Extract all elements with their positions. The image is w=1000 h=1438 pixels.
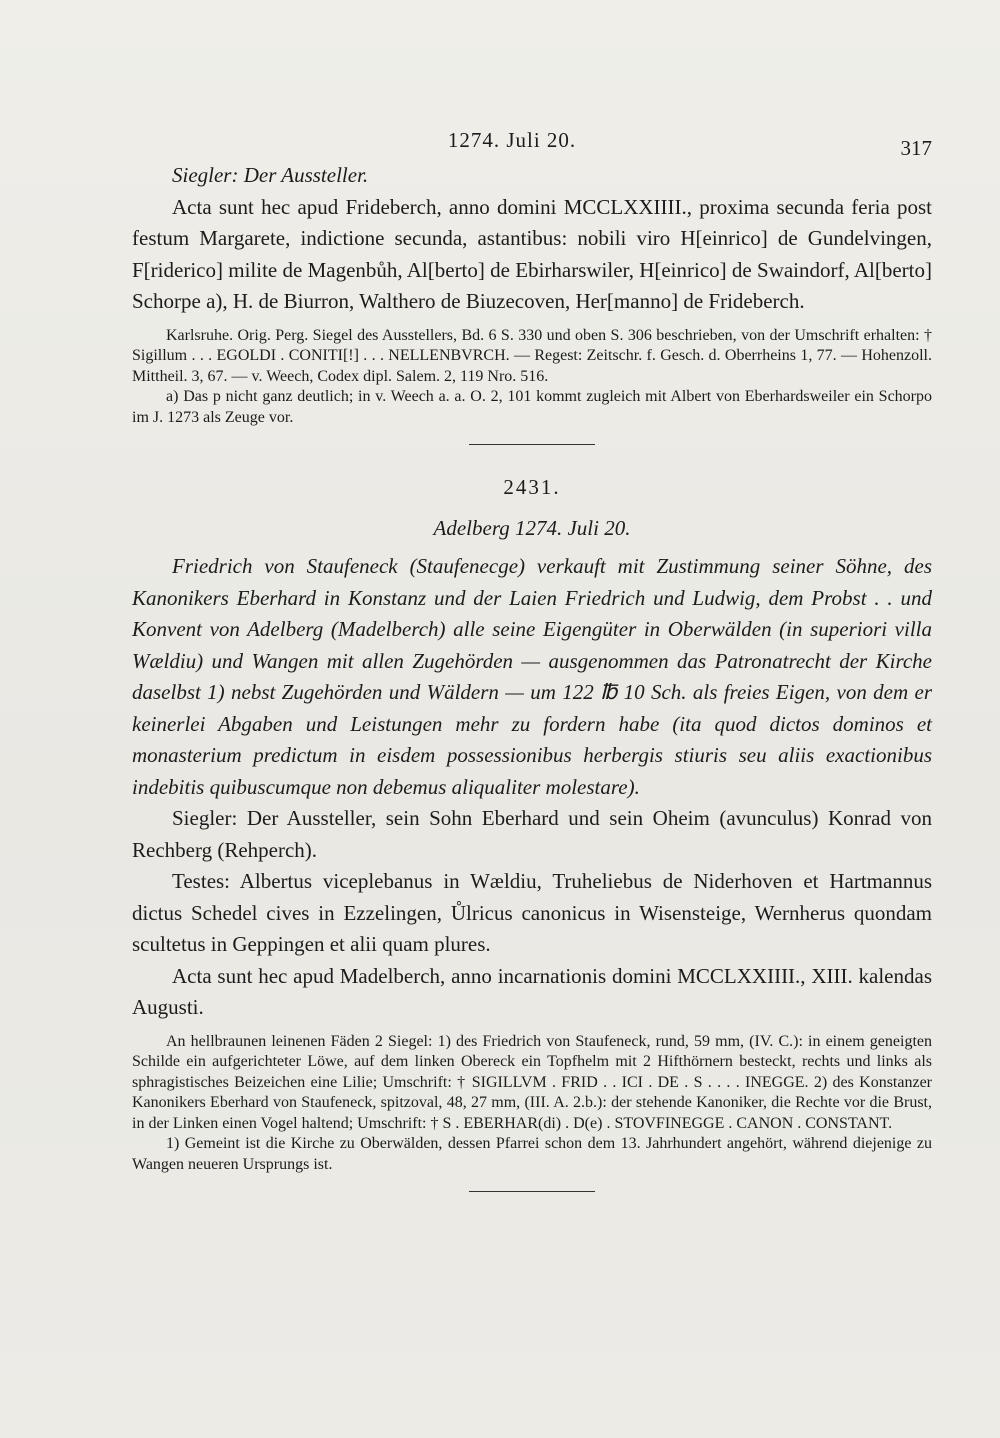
testes-paragraph: Testes: Albertus viceplebanus in Wældiu, Truheliebus de Niderhoven et Hartmannus dictus Schedel cives in Ezzelingen, Ůlricus canonicus in Wisensteige, Wernherus quondam scultetus in Geppingen et alii quam plures. [132,869,932,956]
footnote-a: a) Das p nicht ganz deutlich; in v. Weech a. a. O. 2, 101 kommt zugleich mit Albert von Eberhardsweiler ein Schorpo im J. 1273 als Zeuge vor. [132,388,932,426]
page-header [132,0,932,160]
document-body [132,551,932,1024]
siegler-paragraph: Siegler: Der Aussteller, sein Sohn Eberhard und sein Oheim (avunculus) Konrad von Rechberg (Rehperch). [132,806,932,862]
regest-paragraph: Friedrich von Staufeneck (Staufenecge) verkauft mit Zustimmung seiner Söhne, des Kanonikers Eberhard in Konstanz und der Laien Friedrich und Ludwig, dem Probst . . und Konvent von Adelberg (Madelberch) alle seine Eigengüter in Oberwälden (in superiori villa Wældiu) und Wangen mit allen Zugehörden — ausgenommen das Patronatrecht der Kirche daselbst 1) nebst Zugehörden und Wäldern — um 122 ℔ 10 Sch. als freies Eigen, von dem er keinerlei Abgaben und Leistungen mehr zu fordern habe (ita quod dictos dominos et monasterium predictum in eisdem possessionibus herbergis stiuris seu aliis exactionibus indebitis quibuscumque non debemus aliqualiter molestare). [132,554,932,799]
seal-note: An hellbraunen leinenen Fäden 2 Siegel: 1) des Friedrich von Staufeneck, rund, 59 mm, (IV. C.): in einem geneigten Schilde ein aufgerichteter Löwe, auf dem linken Obereck ein Topfhelm mit 2 Hifthörnern besteckt, rechts und links als sphragistisches Beizeichen eine Lilie; Umschrift: † SIGILLVM . FRID . . ICI . DE . S . . . . INEGGE. 2) des Konstanzer Kanonikers Eberhard von Staufeneck, spitzoval, 48, 27 mm, (III. A. 2.b.): der stehende Kanoniker, die Rechte vor die Brust, in der Linken einen Vogel haltend; Umschrift: † S . EBERHAR(di) . D(e) . STOVFINEGGE . CANON . CONSTANT. [132,1032,932,1132]
running-head: 1274. Juli 20. [447,128,577,152]
footnote-1: 1) Gemeint ist die Kirche zu Oberwälden, dessen Pfarrei schon dem 13. Jahrhundert angehört, während diejenige zu Wangen neueren Ursprungs ist. [132,1135,932,1173]
document-place-date: Adelberg 1274. Juli 20. [433,516,631,540]
document-number: 2431. [503,475,561,499]
previous-document-notes [132,326,932,429]
previous-document-end [132,160,932,318]
acta-paragraph: Acta sunt hec apud Madelberch, anno incarnationis domini MCCLXXIIII., XIII. kalendas Augusti. [132,963,932,1019]
section-divider [469,444,595,445]
source-note: Karlsruhe. Orig. Perg. Siegel des Ausstellers, Bd. 6 S. 330 und oben S. 306 beschrieben, von der Umschrift erhalten: † Sigillum . . . EGOLDI . CONITI[!] . . . NELLENBVRCH. — Regest: Zeitschr. f. Gesch. d. Oberrheins 1, 77. — Hohenzoll. Mittheil. 3, 67. — v. Weech, Codex dipl. Salem. 2, 119 Nro. 516. [132,326,932,385]
document-notes [132,1032,932,1176]
end-divider [469,1191,595,1192]
siegler-line: Siegler: Der Aussteller. [172,163,369,187]
page-number: 317 [900,136,932,160]
acta-paragraph: Acta sunt hec apud Frideberch, anno domini MCCLXXIIII., proxima secunda feria post festum Margarete, indictione secunda, astantibus: nobili viro H[einrico] de Gundelvingen, F[riderico] milite de Magenbůh, Al[berto] de Ebirharswiler, H[einrico] de Swaindorf, Al[berto] Schorpe a), H. de Biurron, Walthero de Biuzecoven, Her[manno] de Frideberch. [132,194,932,313]
